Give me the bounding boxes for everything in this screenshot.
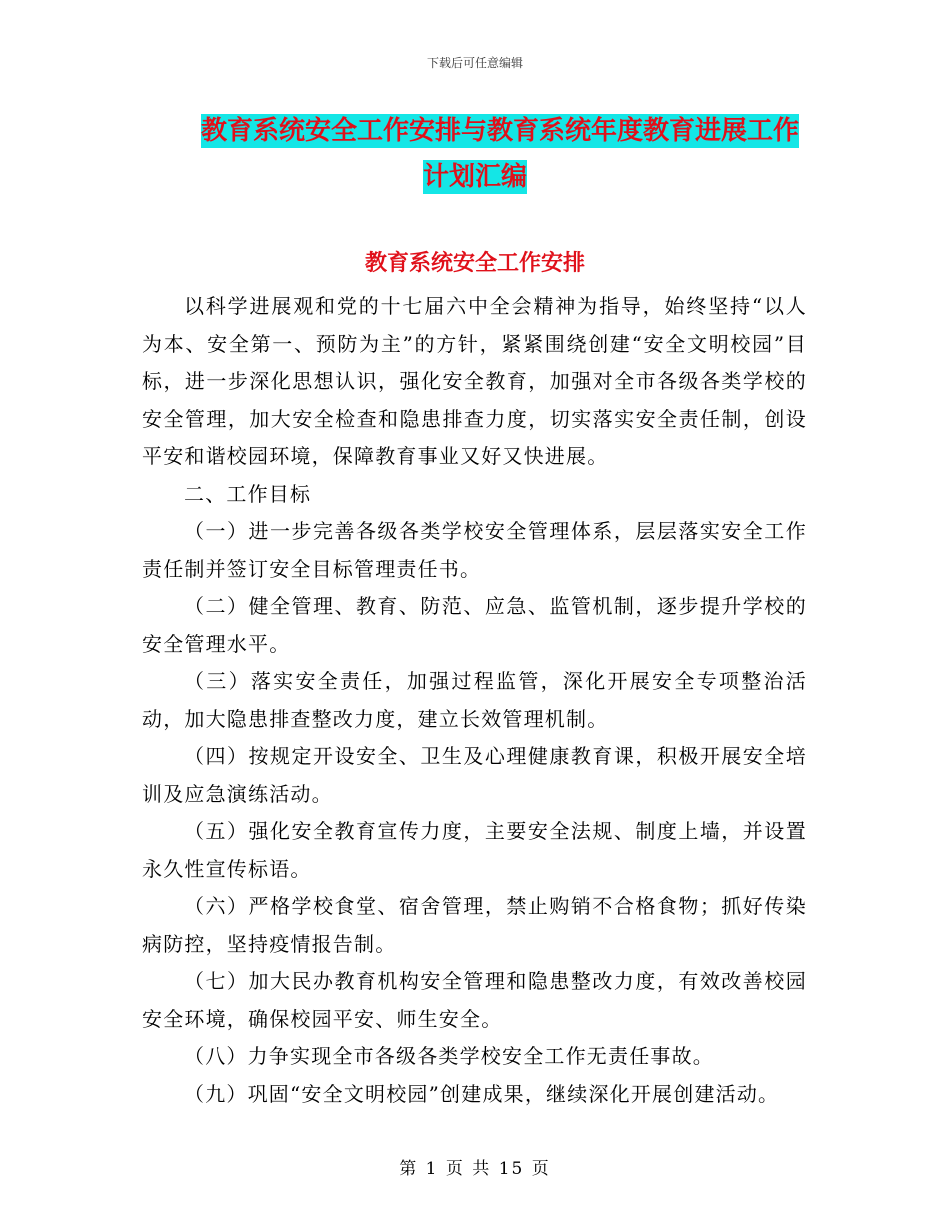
section-title: 教育系统安全工作安排	[364, 251, 585, 276]
paragraph-intro: 以科学进展观和党的十七届六中全会精神为指导，始终坚持“以人为本、安全第一、预防为主”的方针，紧紧围绕创建“安全文明校园”目标，进一步深化思想认识，强化安全教育，加强对全市各级各类学校的安全管理，加大安全检查和隐患排查力度，切实落实安全责任制，创设平安和谐校园环境，保障教育事业又好又快进展。	[142, 294, 807, 468]
paragraph-goal-3: （三）落实安全责任，加强过程监管，深化开展安全专项整治活动，加大隐患排查整改力度，建立长效管理机制。	[142, 669, 807, 731]
title-line2-text: 计划汇编	[422, 162, 527, 192]
paragraph-heading-goals: 二、工作目标	[184, 481, 312, 506]
title-line1-text: 教育系统安全工作安排与教育系统年度教育进展工作	[200, 116, 799, 146]
header-note: 下载后可任意编辑	[426, 56, 523, 70]
paragraph-goal-2: （二）健全管理、教育、防范、应急、监管机制，逐步提升学校的安全管理水平。	[142, 594, 807, 656]
paragraph-goal-6: （六）严格学校食堂、宿舍管理，禁止购销不合格食物；抓好传染病防控，坚持疫情报告制。	[142, 894, 807, 956]
document-title-line2	[0, 154, 950, 200]
body-text	[142, 288, 807, 1113]
paragraph-goal-5: （五）强化安全教育宣传力度，主要安全法规、制度上墙，并设置永久性宣传标语。	[142, 819, 807, 881]
paragraph-goal-1: （一）进一步完善各级各类学校安全管理体系，层层落实安全工作责任制并签订安全目标管理责任书。	[142, 519, 807, 581]
document-title-line1	[0, 108, 950, 154]
document-title	[0, 108, 950, 200]
paragraph-goal-9: （九）巩固“安全文明校园”创建成果，继续深化开展创建活动。	[184, 1081, 780, 1106]
paragraph-goal-4: （四）按规定开设安全、卫生及心理健康教育课，积极开展安全培训及应急演练活动。	[142, 744, 807, 806]
page-footer: 第 1 页 共 15 页	[399, 1159, 551, 1179]
paragraph-goal-7: （七）加大民办教育机构安全管理和隐患整改力度，有效改善校园安全环境，确保校园平安、师生安全。	[142, 969, 807, 1031]
paragraph-goal-8: （八）力争实现全市各级各类学校安全工作无责任事故。	[184, 1044, 714, 1068]
